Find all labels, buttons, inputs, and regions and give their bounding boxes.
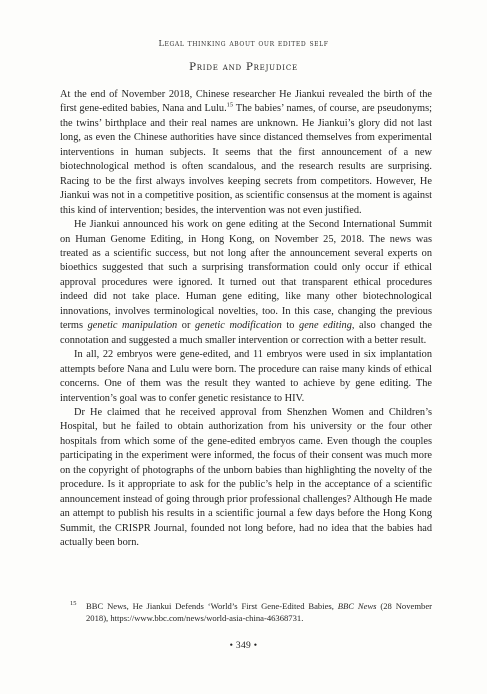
paragraph-2 <box>60 218 432 348</box>
paragraph-3: In all, 22 embryos were gene-edited, and 11 embryos were used in six implantation attempts before Nana and Lulu were born. The procedure can raise many kinds of ethical concerns. One of them was the result they wanted to achieve by gene editing. The intervention’s goal was to confer genetic resistance to HIV. <box>60 349 432 404</box>
footnote-text-b: (28 November 2018), https://www.bbc.com/news/world-asia-china-46368731. <box>86 601 432 624</box>
section-title: Pride and Prejudice <box>189 62 298 73</box>
paragraph-1-text-b: The babies’ names, of course, are pseudonyms; the twins’ birthplace and their real names are unknown. He Jiankui’s glory did not last long, as even the Chinese authorities have since distanced themselves from experimental interventions in human subjects. It seems that the first announcement of a new biotechnological method is often scandalous, and the research results are surprising. Racing to be the first always involves keeping secrets from competitors. However, He Jiankui was not in a competitive position, as scientific consensus at the moment is against this kind of intervention; besides, the intervention was not even justified. <box>60 103 433 216</box>
term-genetic-manipulation: genetic manipulation <box>87 320 178 332</box>
page-number: • 349 • <box>229 641 258 651</box>
footnote-reference[interactable]: 15 <box>226 102 234 110</box>
running-head: Legal thinking about our edited self <box>158 38 329 48</box>
paragraph-2-or: or <box>177 320 196 332</box>
term-genetic-modification: genetic modification <box>195 320 282 332</box>
paragraph-1 <box>60 88 432 218</box>
footnote-number: 15 <box>70 600 77 607</box>
footnote-source-name: BBC News <box>337 601 377 611</box>
footnote <box>60 600 432 625</box>
footnote-text <box>86 600 432 625</box>
paragraph-2-text-b: , also changed the connotation and suggested a much smaller intervention or correction with a better result. <box>60 320 432 346</box>
term-gene-editing: gene editing <box>299 320 352 332</box>
body-text <box>60 88 432 551</box>
paragraph-2-to: to <box>281 320 300 332</box>
paragraph-1-text-a: At the end of November 2018, Chinese researcher He Jiankui revealed the birth of the first gene-edited babies, Nana and Lulu. <box>60 89 432 115</box>
paragraph-4: Dr He claimed that he received approval from Shenzhen Women and Children’s Hospital, but he failed to obtain authorization from his university or the four other hospitals from which some of the gene-edited embryos came. Even though the couples participating in the experiment were informed, the focus of their consent was much more on the copyright of photographs of the unborn babies than highlighting the novelty of the procedure. Is it appropriate to ask for the public’s help in the acceptance of a scientific announcement instead of going through prior professional challenges? Although He made an attempt to publish his results in a scientific journal a few days before the Hong Kong Summit, the CRISPR Journal, founded not long before, had no idea that the babies had actually been born. <box>60 406 432 549</box>
paragraph-2-text-a: He Jiankui announced his work on gene editing at the Second International Summit on Human Genome Editing, in Hong Kong, on November 25, 2018. The news was treated as a scientific success, but not long after the announcement several experts on bioethics suggested that such a surprising transformation could only occur if ethical approval procedures were ignored. It turned out that transparent ethical procedures indeed did not take place. Human gene editing, like many other biotechnological innovations, involves terminological novelties, too. In this case, changing the previous terms <box>60 219 432 332</box>
footnote-text-a: BBC News, He Jiankui Defends ‘World’s First Gene-Edited Babies, <box>86 601 338 611</box>
